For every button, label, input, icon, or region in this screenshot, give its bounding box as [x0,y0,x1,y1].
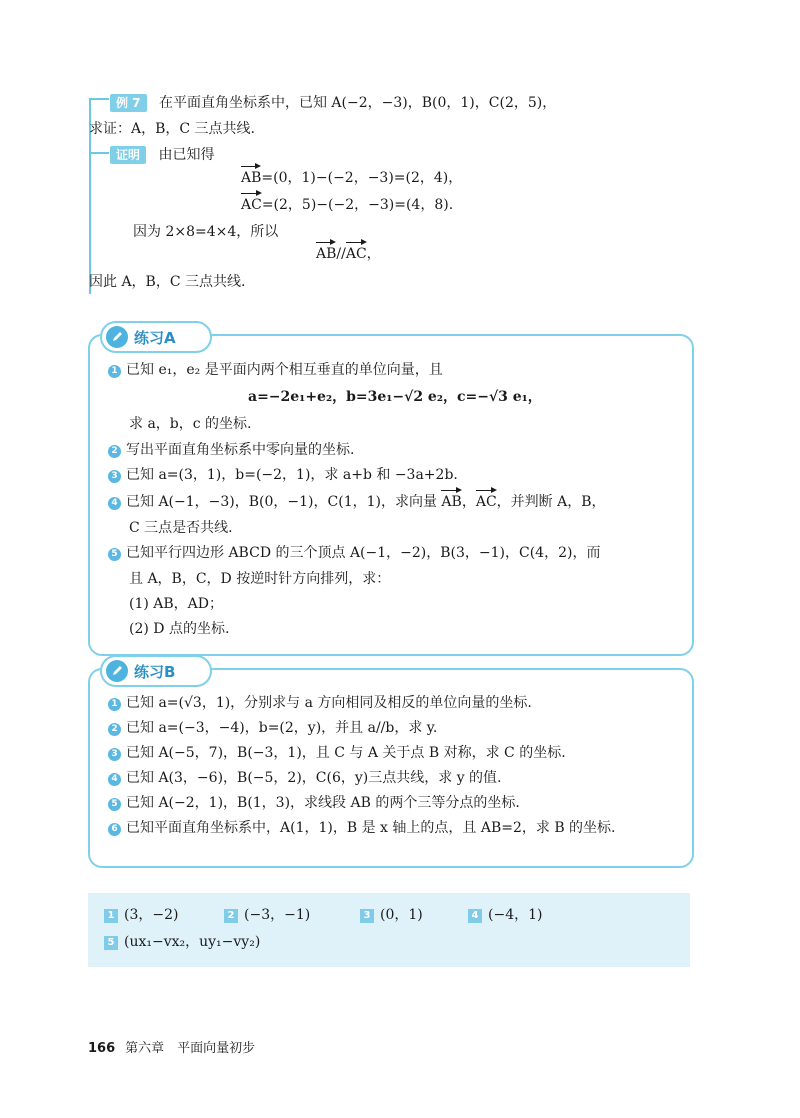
proof-conclusion: 因此 A，B，C 三点共线. [89,274,246,290]
proof-because: 因为 2×8=4×4，所以 [133,224,279,240]
example-rule [89,98,109,100]
exercise-a-title: 练习A [134,328,176,347]
exercise-a-item-4: 4 已知 A(−1，−3)，B(0，−1)，C(1，1)，求向量 AB，AC，并判断 A，B， [108,492,606,512]
exercise-a-item-1-cont: 求 a，b，c 的坐标. [129,416,252,432]
answer-3: 3 (0，1) [360,905,423,925]
exercise-a-item-5: 5 已知平行四边形 ABCD 的三个顶点 A(−1，−2)，B(3，−1)，C(4，2)，而 [108,543,600,563]
answer-2: 2 (−3，−1) [224,905,310,925]
example-line-1: 例 7 在平面直角坐标系中，已知 A(−2，−3)，B(0，1)，C(2，5)， [110,93,556,113]
exercise-b-item-6: 6 已知平面直角坐标系中，A(1，1)，B 是 x 轴上的点，且 AB=2，求 B 的坐标. [108,818,616,838]
example-line-2: 求证：A，B，C 三点共线. [89,121,256,137]
exercise-b-item-2: 2 已知 a=(−3，−4)，b=(2，y)，并且 a//b，求 y. [108,718,437,738]
proof-intro: 证明 由已知得 [110,145,214,165]
exercise-a-item-3: 3 已知 a=(3，1)，b=(−2，1)，求 a+b 和 −3a+2b. [108,465,458,485]
exercise-a-header [100,321,212,353]
exercise-b-header [100,655,212,687]
pencil-icon [106,660,128,682]
exercise-a-formula: a=−2e₁+e₂，b=3e₁−√2 e₂，c=−√3 e₁， [248,389,542,405]
answer-4: 4 (−4，1) [468,905,542,925]
page-footer [88,1037,255,1056]
proof-ab-equation: AB=(0，1)−(−2，−3)=(2，4)， [241,170,463,186]
pencil-icon [106,326,128,348]
exercise-a-item-5-part-1: (1) AB，AD； [129,596,224,612]
answer-1: 1 (3，−2) [104,905,178,925]
chapter-title: 第六章 平面向量初步 [125,1041,256,1056]
proof-tag: 证明 [110,146,146,164]
exercise-a-item-4-cont: C 三点是否共线. [129,520,233,536]
exercise-a-item-5-cont: 且 A，B，C，D 按逆时针方向排列，求： [129,571,391,587]
answer-5: 5 (ux₁−vx₂，uy₁−vy₂) [104,932,260,952]
example-tag: 例 7 [110,94,147,112]
exercise-b-title: 练习B [134,662,176,681]
page-number: 166 [88,1041,116,1056]
answer-strip [88,893,690,967]
exercise-b-item-1: 1 已知 a=(√3，1)，分别求与 a 方向相同及相反的单位向量的坐标. [108,693,532,713]
exercise-a-item-2: 2 写出平面直角坐标系中零向量的坐标. [108,440,354,460]
proof-rule [89,152,109,154]
exercise-a-item-5-part-2: (2) D 点的坐标. [129,621,230,637]
exercise-b-item-3: 3 已知 A(−5，7)，B(−3，1)，且 C 与 A 关于点 B 对称，求 C 的坐标. [108,743,566,763]
proof-ac-equation: AC=(2，5)−(−2，−3)=(4，8). [241,197,454,213]
exercise-a-item-1: 1 已知 e₁，e₂ 是平面内两个相互垂直的单位向量，且 [108,360,443,380]
exercise-b-item-4: 4 已知 A(3，−6)，B(−5，2)，C(6，y)三点共线，求 y 的值. [108,768,502,788]
exercise-b-item-5: 5 已知 A(−2，1)，B(1，3)，求线段 AB 的两个三等分点的坐标. [108,793,520,813]
proof-parallel: AB//AC， [316,246,381,262]
